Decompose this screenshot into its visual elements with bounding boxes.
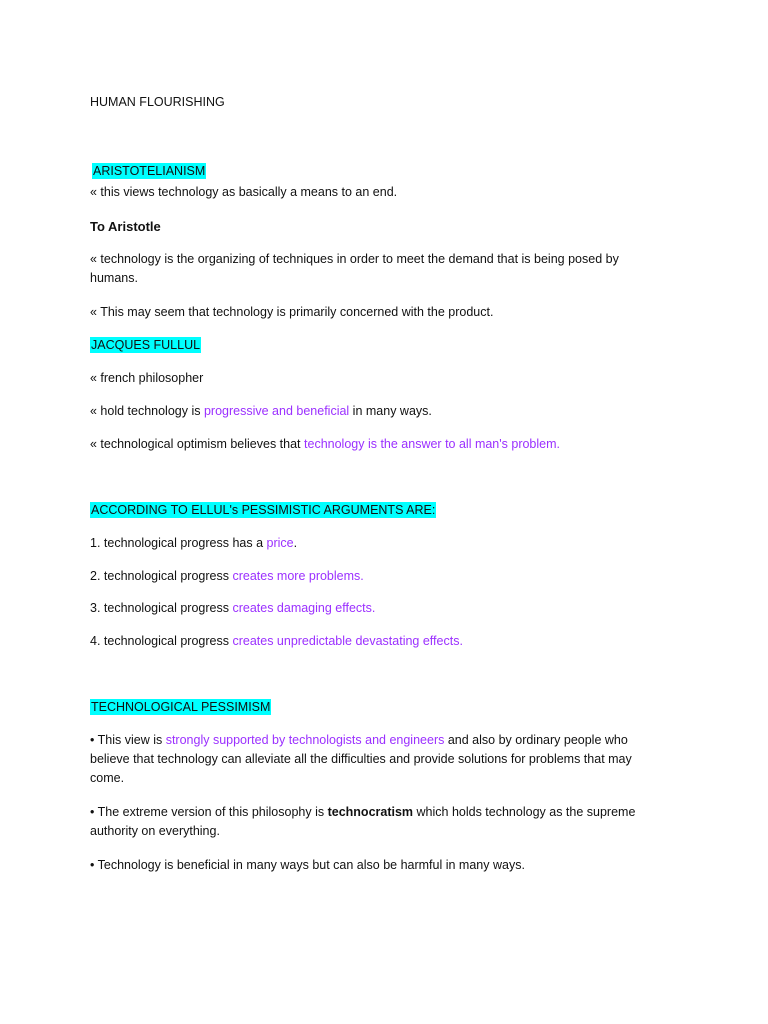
bullet-paragraph: • Technology is beneficial in many ways but can also be harmful in many ways. [90,858,525,872]
subheading-to-aristotle: To Aristotle [90,219,161,234]
text-segment: in many ways. [349,404,432,418]
heading-text: ACCORDING TO ELLUL's PESSIMISTIC ARGUMENTS ARE: [91,503,436,517]
section-heading-aristotelianism [92,162,206,181]
text-segment: « technological optimism believes that [90,437,305,451]
section-heading-technological-pessimism [90,698,271,717]
text-segment: • The extreme version of this philosophy is [90,805,328,819]
list-item [90,632,463,651]
highlighted-text: price [266,536,294,550]
highlighted-text: technology is the answer to all man's problem. [304,437,561,451]
paragraph: « technology is the organizing of techniques in order to meet the demand that is being posed by humans. [90,252,619,285]
text-segment: • This view is [90,733,166,747]
text-segment: . [293,536,298,550]
paragraph: « french philosopher [90,371,204,385]
heading-text: TECHNOLOGICAL PESSIMISM [91,700,271,714]
paragraph: « This may seem that technology is primarily concerned with the product. [90,305,494,319]
document-title: HUMAN FLOURISHING [90,95,225,109]
text-segment: 4. technological progress [90,634,233,648]
bullet-paragraph [90,803,655,841]
text-segment: 2. technological progress [90,569,233,583]
highlighted-text: progressive and beneficial [203,404,350,418]
list-item [90,534,297,553]
paragraph [90,402,432,421]
bullet-paragraph [90,731,655,788]
highlighted-text: creates unpredictable devastating effects. [232,634,463,648]
text-segment: 1. technological progress has a [90,536,267,550]
section-heading-ellul [90,336,201,355]
bold-term: technocratism [327,805,414,819]
list-item [90,599,375,618]
text-segment: which holds technology as the supreme authority on everything. [90,805,636,838]
text-segment: « hold technology is [90,404,204,418]
paragraph: « this views technology as basically a means to an end. [90,185,398,199]
paragraph [90,435,560,454]
text-segment: and also by ordinary people who believe that technology can alleviate all the difficulties and provide solutions for problems that may come. [90,733,632,785]
list-item [90,567,364,586]
highlighted-text: creates more problems. [232,569,364,583]
text-segment: 3. technological progress [90,601,233,615]
highlighted-text: creates damaging effects. [232,601,376,615]
highlighted-text: strongly supported by technologists and engineers [165,733,445,747]
section-heading-pessimistic-arguments [90,501,436,520]
heading-text: ARISTOTELIANISM [93,164,206,178]
heading-text: JACQUES FULLUL [91,338,201,352]
